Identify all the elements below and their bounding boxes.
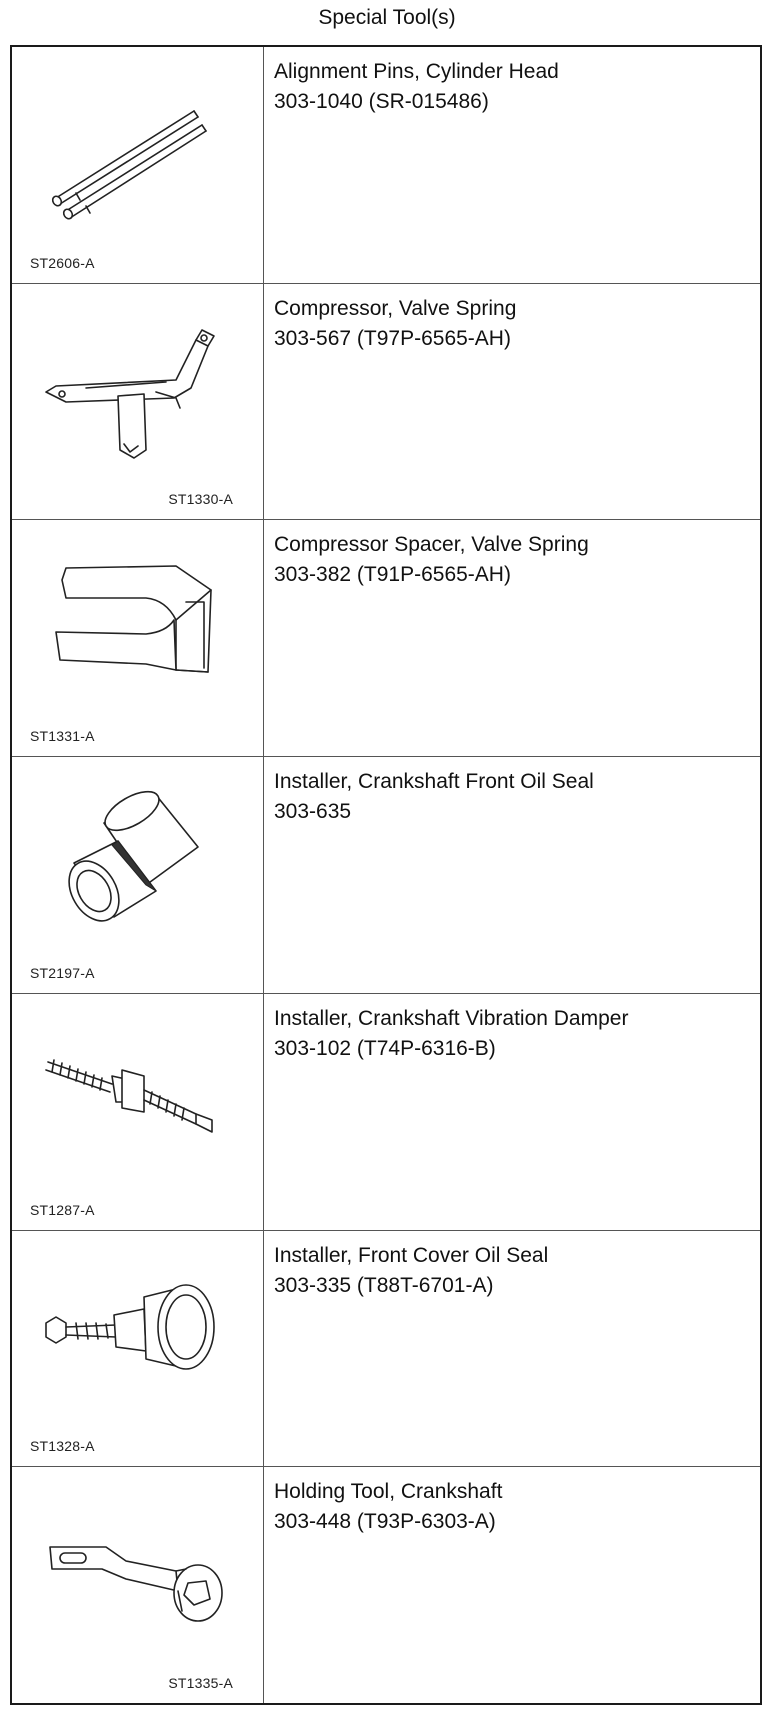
illustration-code: ST1330-A <box>168 491 233 508</box>
damper-installer-icon <box>26 1010 246 1180</box>
tool-description-cell <box>264 520 760 756</box>
tool-row <box>12 1467 760 1703</box>
tool-number: 303-1040 (SR-015486) <box>274 90 489 113</box>
tool-description-cell <box>264 47 760 283</box>
tool-name: Installer, Crankshaft Front Oil Seal <box>274 770 594 794</box>
tool-description-cell <box>264 1231 760 1467</box>
tool-name: Compressor Spacer, Valve Spring <box>274 533 589 557</box>
alignment-pins-icon <box>26 63 246 233</box>
valve-spring-compressor-icon <box>26 300 246 470</box>
tool-number: 303-448 (T93P-6303-A) <box>274 1510 496 1534</box>
tool-number: 303-335 (T88T-6701-A) <box>274 1273 494 1297</box>
tool-row <box>12 994 760 1231</box>
tool-illustration-cell <box>12 1467 264 1703</box>
tool-name: Installer, Crankshaft Vibration Damper <box>274 1006 629 1030</box>
tool-row <box>12 284 760 521</box>
tool-row <box>12 520 760 757</box>
tool-illustration-cell <box>12 1231 264 1467</box>
illustration-code: ST1331-A <box>30 728 95 745</box>
tool-row <box>12 47 760 284</box>
tool-name: Alignment Pins, Cylinder Head <box>274 60 559 83</box>
illustration-code: ST2606-A <box>30 254 95 271</box>
tool-name: Installer, Front Cover Oil Seal <box>274 1243 549 1267</box>
tool-number: 303-102 (T74P-6316-B) <box>274 1036 496 1060</box>
front-cover-seal-installer-icon <box>26 1247 246 1417</box>
tool-illustration-cell <box>12 994 264 1230</box>
illustration-code: ST1328-A <box>30 1438 95 1455</box>
illustration-code: ST2197-A <box>30 964 95 981</box>
tool-row <box>12 1231 760 1468</box>
tool-description-cell <box>264 1467 760 1703</box>
tool-name: Holding Tool, Crankshaft <box>274 1480 503 1504</box>
tool-illustration-cell <box>12 757 264 993</box>
compressor-spacer-icon <box>26 536 246 706</box>
oil-seal-installer-icon <box>26 773 246 943</box>
illustration-code: ST1335-A <box>168 1675 233 1692</box>
tool-illustration-cell <box>12 284 264 520</box>
tool-row <box>12 757 760 994</box>
tool-description-cell <box>264 994 760 1230</box>
special-tools-table <box>10 45 762 1705</box>
tool-illustration-cell <box>12 520 264 756</box>
illustration-code: ST1287-A <box>30 1201 95 1218</box>
tool-description-cell <box>264 757 760 993</box>
tool-number: 303-635 <box>274 800 352 824</box>
tool-name: Compressor, Valve Spring <box>274 296 517 320</box>
page-title: Special Tool(s) <box>318 6 456 29</box>
crankshaft-holding-tool-icon <box>26 1483 246 1653</box>
tool-description-cell <box>264 284 760 520</box>
tool-number: 303-382 (T91P-6565-AH) <box>274 563 511 587</box>
tool-number: 303-567 (T97P-6565-AH) <box>274 326 511 350</box>
tool-illustration-cell <box>12 47 264 283</box>
